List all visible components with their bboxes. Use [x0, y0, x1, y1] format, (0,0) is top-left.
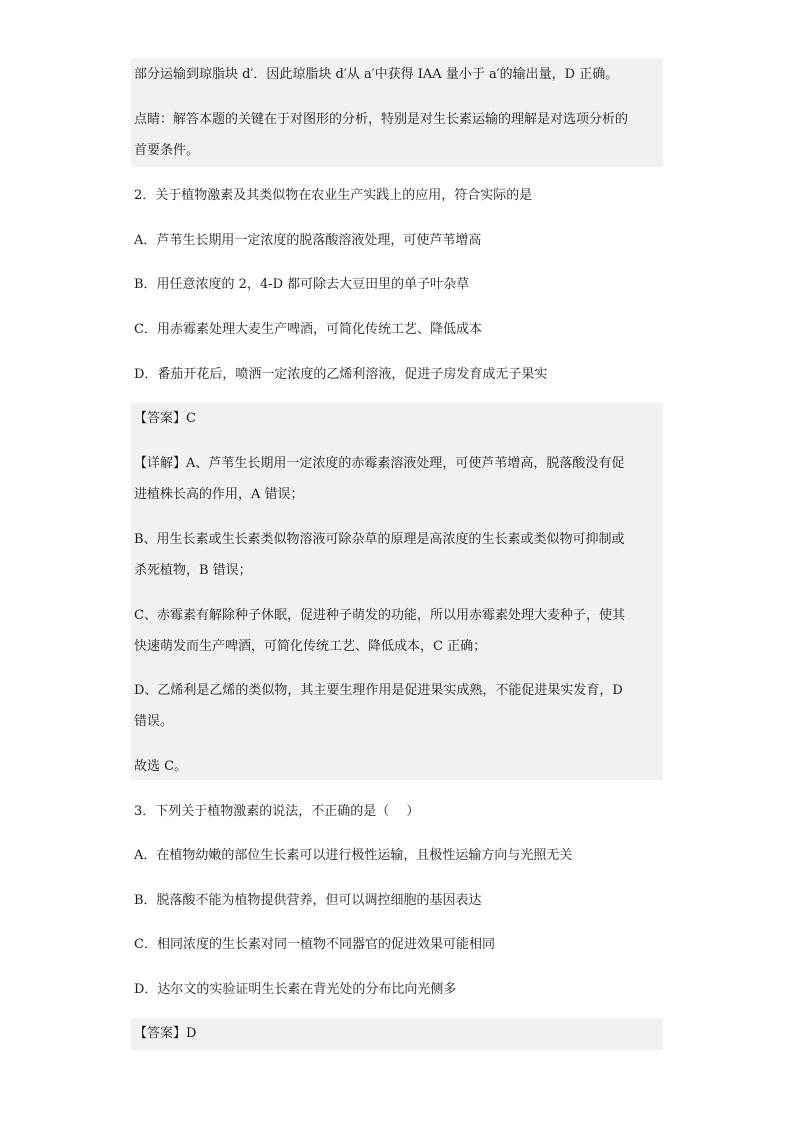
question-2-option-c: C．用赤霉素处理大麦生产啤酒，可简化传统工艺、降低成本: [134, 322, 482, 337]
question-2-detail-b-line-2: 杀死植物，B 错误；: [134, 563, 252, 578]
tip-line-2: 首要条件。: [134, 143, 200, 158]
question-2-detail-b-line-1: B、用生长素或生长素类似物溶液可除杂草的原理是高浓度的生长素或类似物可抑制或: [134, 532, 625, 547]
question-2-option-d: D．番茄开花后，喷洒一定浓度的乙烯利溶液，促进子房发育成无子果实: [134, 367, 548, 382]
question-2-detail-a-line-2: 进植株长高的作用，A 错误；: [134, 487, 304, 502]
question-2-detail-c-line-1: C、赤霉素有解除种子休眠，促进种子萌发的功能，所以用赤霉素处理大麦种子，使其: [134, 608, 625, 623]
question-2-stem: 2．关于植物激素及其类似物在农业生产实践上的应用，符合实际的是: [134, 188, 533, 203]
question-2-option-b: B．用任意浓度的 2，4-D 都可除去大豆田里的单子叶杂草: [134, 277, 470, 292]
question-2-detail-a-line-1: 【详解】A、芦苇生长期用一定浓度的赤霉素溶液处理，可使芦苇增高，脱落酸没有促: [134, 456, 625, 471]
question-2-conclusion: 故选 C。: [134, 759, 188, 774]
question-3-option-b: B．脱落酸不能为植物提供营养，但可以调控细胞的基因表达: [134, 893, 482, 908]
question-2-detail-d-line-2: 错误。: [134, 714, 174, 729]
question-2-answer: 【答案】C: [134, 411, 196, 426]
question-2-detail-c-line-2: 快速萌发而生产啤酒，可简化传统工艺、降低成本，C 正确；: [134, 639, 487, 654]
question-2-detail-d-line-1: D、乙烯利是乙烯的类似物，其主要生理作用是促进果实成熟，不能促进果实发育，D: [134, 683, 623, 698]
question-3-option-d: D．达尔文的实验证明生长素在背光处的分布比向光侧多: [134, 982, 457, 997]
question-3-option-a: A．在植物幼嫩的部位生长素可以进行极性运输，且极性运输方向与光照无关: [134, 848, 573, 863]
question-3-option-c: C．相同浓度的生长素对同一植物不同器官的促进效果可能相同: [134, 937, 495, 952]
question-2-option-a: A．芦苇生长期用一定浓度的脱落酸溶液处理，可使芦苇增高: [134, 233, 482, 248]
question-3-answer: 【答案】D: [134, 1026, 197, 1041]
question-3-stem: 3．下列关于植物激素的说法，不正确的是（ ）: [134, 804, 420, 819]
previous-explanation-line: 部分运输到琼脂块 d′．因此琼脂块 d′从 a′中获得 IAA 量小于 a′的输出量，D 正确。: [134, 67, 619, 82]
tip-line-1: 点睛：解答本题的关键在于对图形的分析，特别是对生长素运输的理解是对选项分析的: [134, 112, 629, 127]
